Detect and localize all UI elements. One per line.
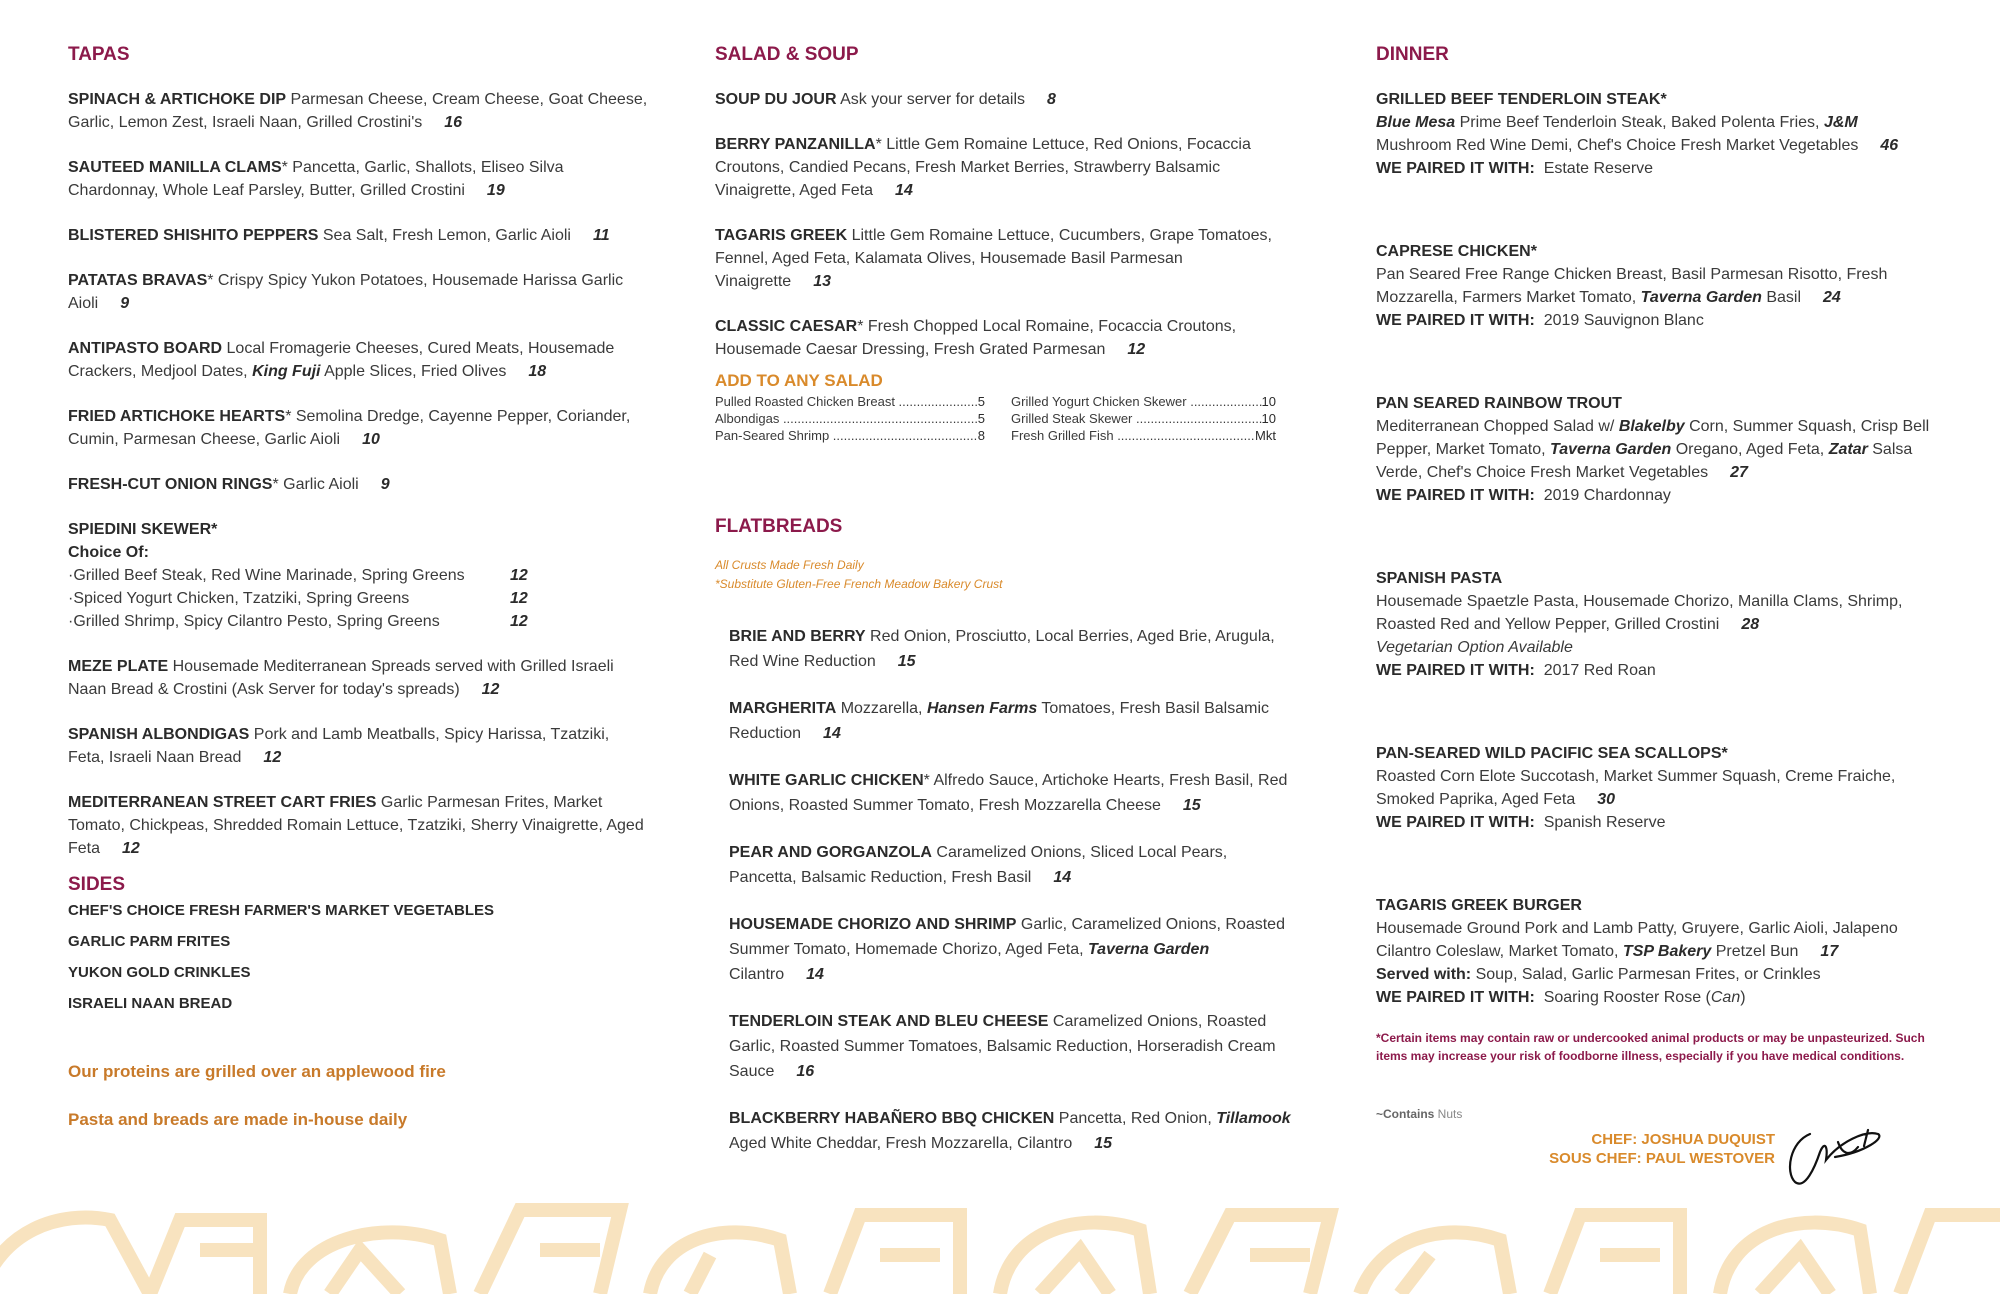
addon-list [715,393,1295,444]
grill-note: Our proteins are grilled over an applewood fire [68,1062,446,1081]
addon-item: Albondigas ..... 5 [715,410,985,427]
tapas-column [68,44,648,1158]
chef-name: CHEF: JOSHUA DUQUIST [1591,1131,1775,1148]
menu-item: BRIE AND BERRY Red Onion, Prosciutto, Local Berries, Aged Brie, Arugula, Red Wine Reduction 15 [729,628,1275,670]
dinner-heading: DINNER [1376,44,1449,65]
menu-item: MEDITERRANEAN STREET CART FRIES Garlic Parmesan Frites, Market Tomato, Chickpeas, Shredded Romain Lettuce, Tzatziki, Sherry Vinaigrette, Aged Feta 12 [68,794,644,857]
addon-heading: ADD TO ANY SALAD [715,371,883,390]
menu-item: BLACKBERRY HABAÑERO BBQ CHICKEN Pancetta, Red Onion, Tillamook Aged White Cheddar, Fresh Mozzarella, Cilantro 15 [729,1110,1291,1152]
menu-item: HOUSEMADE CHORIZO AND SHRIMP Garlic, Caramelized Onions, Roasted Summer Tomato, Homemade Chorizo, Aged Feta, Taverna Garden Cilantro 14 [729,916,1285,983]
choice-option: ·Spiced Yogurt Chicken, Tzatziki, Spring Greens 12 [68,590,528,607]
side-item: ISRAELI NAAN BREAD [68,995,233,1012]
addon-item: Grilled Yogurt Chicken Skewer ..... 10 [1011,393,1276,410]
menu-item: MARGHERITA Mozzarella, Hansen Farms Tomatoes, Fresh Basil Balsamic Reduction 14 [729,700,1270,742]
contains-note: ~Contains Nuts [1376,1107,1463,1121]
menu-item: SPINACH & ARTICHOKE DIP Parmesan Cheese, Cream Cheese, Goat Cheese, Garlic, Lemon Zest, Israeli Naan, Grilled Crostini's 16 [68,91,648,131]
pasta-note: Pasta and breads are made in-house daily [68,1110,408,1129]
menu-item: TENDERLOIN STEAK AND BLEU CHEESE Caramelized Onions, Roasted Garlic, Roasted Summer Tomatoes, Balsamic Reduction, Horseradish Cream Sauce 16 [729,1013,1276,1080]
salad-heading: SALAD & SOUP [715,44,859,65]
menu-item: PATATAS BRAVAS* Crispy Spicy Yukon Potatoes, Housemade Harissa Garlic Aioli 9 [68,272,624,312]
menu-item: SOUP DU JOUR Ask your server for details 8 [715,91,1056,108]
menu-item: PAN SEARED RAINBOW TROUT Mediterranean Chopped Salad w/ Blakelby Corn, Summer Squash, Crisp Bell Pepper, Market Tomato, Taverna Garden Oregano, Aged Feta, Zatar Salsa Verde, Chef's Choice Fresh Market Vegetables 27 WE PAIRED IT WITH: 2019 Chardonnay [1376,395,1930,504]
menu-item: SPANISH ALBONDIGAS Pork and Lamb Meatballs, Spicy Harissa, Tzatziki, Feta, Israeli Naan Bread 12 [68,726,610,766]
menu-item: BERRY PANZANILLA* Little Gem Romaine Lettuce, Red Onions, Focaccia Croutons, Candied Pecans, Fresh Market Berries, Strawberry Balsamic Vinaigrette, Aged Feta 14 [715,136,1251,199]
salad-column [715,44,1295,1178]
flatbread-note: All Crusts Made Fresh Daily [715,558,864,572]
allergy-warning: *Certain items may contain raw or undercooked animal products or may be unpasteurized. Such items may increase your risk of foodborne illness, especially if you have medical conditions. [1376,1031,1925,1063]
side-item: GARLIC PARM FRITES [68,933,231,950]
menu-item: PEAR AND GORGANZOLA Caramelized Onions, Sliced Local Pears, Pancetta, Balsamic Reduction, Fresh Basil 14 [729,844,1228,886]
chef-credits [1480,1130,1775,1168]
menu-item: FRIED ARTICHOKE HEARTS* Semolina Dredge, Cayenne Pepper, Coriander, Cumin, Parmesan Cheese, Garlic Aioli 10 [68,408,631,448]
flatbreads-heading: FLATBREADS [715,516,843,537]
sides-heading: SIDES [68,874,126,895]
tapas-heading: TAPAS [68,44,130,65]
dinner-column [1376,44,1936,1121]
menu-item: TAGARIS GREEK Little Gem Romaine Lettuce, Cucumbers, Grape Tomatoes, Fennel, Aged Feta, Kalamata Olives, Housemade Basil Parmesan Vinaigrette 13 [715,227,1272,290]
menu-item: FRESH-CUT ONION RINGS* Garlic Aioli 9 [68,476,390,493]
sous-chef-name: SOUS CHEF: PAUL WESTOVER [1549,1150,1775,1167]
menu-item: MEZE PLATE Housemade Mediterranean Spreads served with Grilled Israeli Naan Bread & Crostini (Ask Server for today's spreads) 12 [68,658,614,698]
side-item: CHEF'S CHOICE FRESH FARMER'S MARKET VEGETABLES [68,902,495,919]
menu-item: SAUTEED MANILLA CLAMS* Pancetta, Garlic, Shallots, Eliseo Silva Chardonnay, Whole Leaf Parsley, Butter, Grilled Crostini 19 [68,159,564,199]
menu-item: CLASSIC CAESAR* Fresh Chopped Local Romaine, Focaccia Croutons, Housemade Caesar Dressing, Fresh Grated Parmesan 12 [715,318,1237,358]
chef-signature [1780,1112,1890,1192]
addon-item: Fresh Grilled Fish ..... Mkt [1011,427,1276,444]
decorative-pattern [0,1200,2000,1294]
menu-item: SPANISH PASTA Housemade Spaetzle Pasta, Housemade Chorizo, Manilla Clams, Shrimp, Roasted Red and Yellow Pepper, Grilled Crostini 28 Vegetarian Option Available WE PAIRED IT WITH: 2017 Red Roan [1376,570,1903,679]
menu-item: WHITE GARLIC CHICKEN* Alfredo Sauce, Artichoke Hearts, Fresh Basil, Red Onions, Roasted Summer Tomato, Fresh Mozzarella Cheese 15 [729,772,1288,814]
choice-option: ·Grilled Beef Steak, Red Wine Marinade, Spring Greens 12 [68,567,528,584]
spiedini-item: SPIEDINI SKEWER* Choice Of: ·Grilled Beef Steak, Red Wine Marinade, Spring Greens 12 ·Spiced Yogurt Chicken, Tzatziki, Spring Greens 12 ·Grilled Shrimp, Spicy Cilantro Pesto, Spring Greens 12 [68,518,648,633]
menu-item: BLISTERED SHISHITO PEPPERS Sea Salt, Fresh Lemon, Garlic Aioli 11 [68,227,610,244]
flatbread-note: *Substitute Gluten-Free French Meadow Bakery Crust [715,577,1003,591]
menu-item: GRILLED BEEF TENDERLOIN STEAK* Blue Mesa Prime Beef Tenderloin Steak, Baked Polenta Fries, J&M Mushroom Red Wine Demi, Chef's Choice Fresh Market Vegetables 46 WE PAIRED IT WITH: Estate Reserve [1376,91,1899,177]
choice-option: ·Grilled Shrimp, Spicy Cilantro Pesto, Spring Greens 12 [68,613,528,630]
side-item: YUKON GOLD CRINKLES [68,964,251,981]
addon-item: Grilled Steak Skewer ..... 10 [1011,410,1276,427]
menu-item: ANTIPASTO BOARD Local Fromagerie Cheeses, Cured Meats, Housemade Crackers, Medjool Dates, King Fuji Apple Slices, Fried Olives 18 [68,340,615,380]
addon-item: Pan-Seared Shrimp ..... 8 [715,427,985,444]
menu-item: PAN-SEARED WILD PACIFIC SEA SCALLOPS* Roasted Corn Elote Succotash, Market Summer Squash, Creme Fraiche, Smoked Paprika, Aged Feta 30 WE PAIRED IT WITH: Spanish Reserve [1376,745,1896,831]
menu-item: TAGARIS GREEK BURGER Housemade Ground Pork and Lamb Patty, Gruyere, Garlic Aioli, Jalapeno Cilantro Coleslaw, Market Tomato, TSP Bakery Pretzel Bun 17 Served with: Soup, Salad, Garlic Parmesan Frites, or Crinkles WE PAIRED IT WITH: Soaring Rooster Rose (Can) [1376,897,1898,1006]
flatbread-list [729,624,1295,1156]
menu-item: CAPRESE CHICKEN* Pan Seared Free Range Chicken Breast, Basil Parmesan Risotto, Fresh Mozzarella, Farmers Market Tomato, Taverna Garden Basil 24 WE PAIRED IT WITH: 2019 Sauvignon Blanc [1376,243,1888,329]
addon-item: Pulled Roasted Chicken Breast ..... 5 [715,393,985,410]
